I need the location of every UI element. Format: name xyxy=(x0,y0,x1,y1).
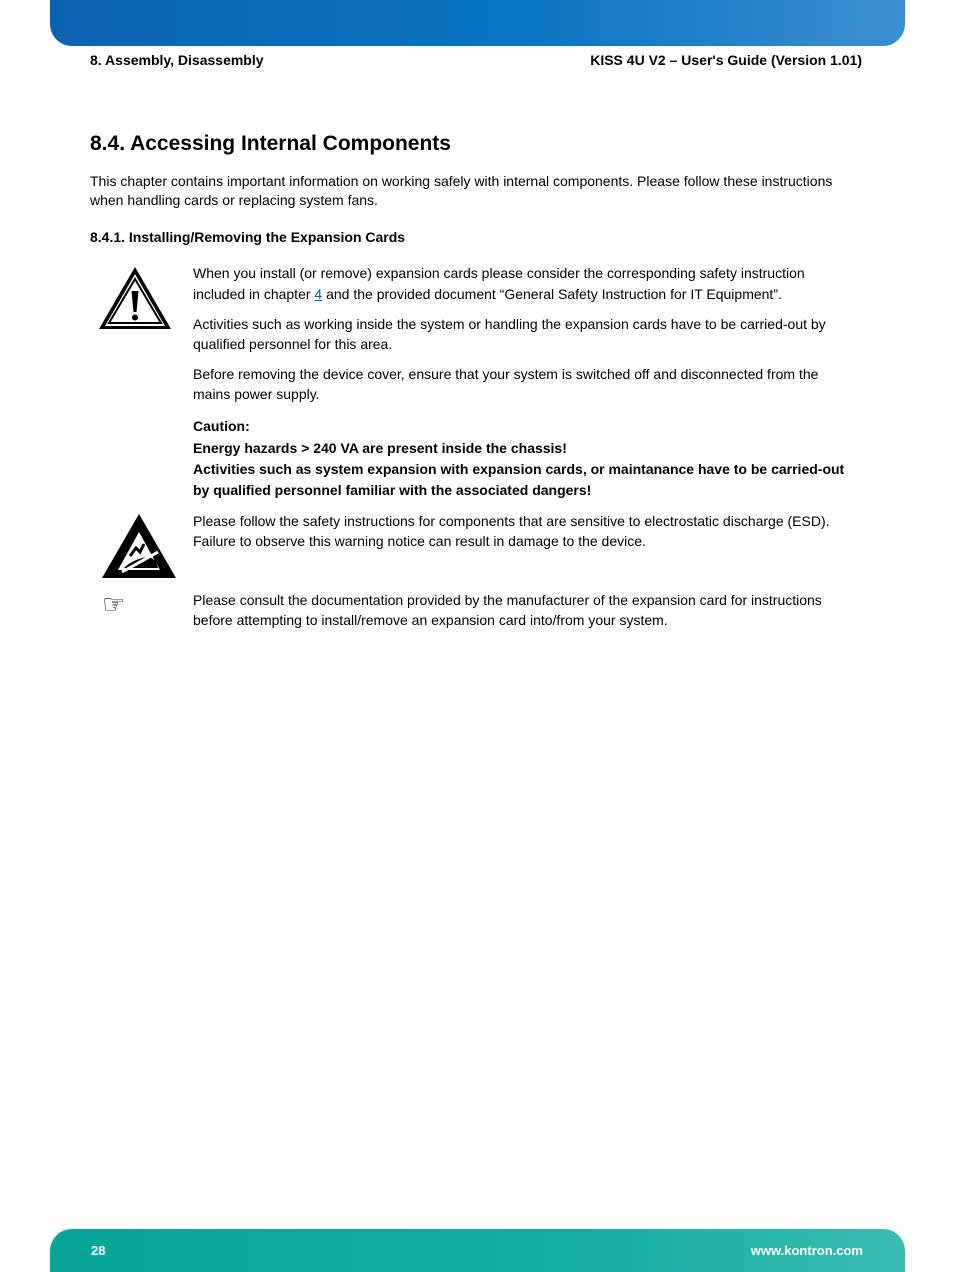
website-link[interactable]: www.kontron.com xyxy=(750,1243,863,1258)
warning-triangle-icon xyxy=(97,265,173,331)
paragraph-power-off: Before removing the device cover, ensure that your system is switched off and disconnected from the mains power supply. xyxy=(193,366,819,402)
paragraph-qualified-personnel: Activities such as working inside the system or handling the expansion cards have to be carried-out by qualified personnel for this area. xyxy=(193,316,826,352)
paragraph-safety-reference: When you install (or remove) expansion cards please consider the corresponding safety instruction included in chapter 4 and the provided document “General Safety Instruction for IT Equipment”. xyxy=(193,265,805,302)
paragraph-esd: Please follow the safety instructions for components that are sensitive to electrostatic discharge (ESD). Failure to observe this warning notice can result in damage to the device. xyxy=(193,513,830,549)
pointing-hand-icon: ☞ xyxy=(102,590,126,620)
paragraph-manufacturer-docs: Please consult the documentation provided by the manufacturer of the expansion card for instructions before attempting to install/remove an expansion card into/from your system. xyxy=(193,592,822,628)
caution-block xyxy=(193,415,861,501)
caution-activities: Activities such as system expansion with expansion cards, or maintanance have to be carried-out by qualified personnel familiar with the associated dangers! xyxy=(193,461,845,498)
section-intro: This chapter contains important information on working safely with internal components. Please follow these instructions when handling cards or replacing system fans. xyxy=(90,173,833,208)
subsection-title: 8.4.1. Installing/Removing the Expansion Cards xyxy=(90,229,406,245)
caution-energy-hazard: Energy hazards > 240 VA are present inside the chassis! xyxy=(193,440,567,456)
caution-label: Caution: xyxy=(193,418,250,434)
esd-warning-icon xyxy=(100,512,178,580)
chapter-link[interactable]: 4 xyxy=(314,286,323,302)
header-chapter: 8. Assembly, Disassembly xyxy=(90,52,264,68)
header-band xyxy=(50,0,905,46)
page-number: 28 xyxy=(91,1243,106,1258)
header-doc-title: KISS 4U V2 – User's Guide (Version 1.01) xyxy=(590,52,862,68)
section-title: 8.4. Accessing Internal Components xyxy=(90,132,451,155)
